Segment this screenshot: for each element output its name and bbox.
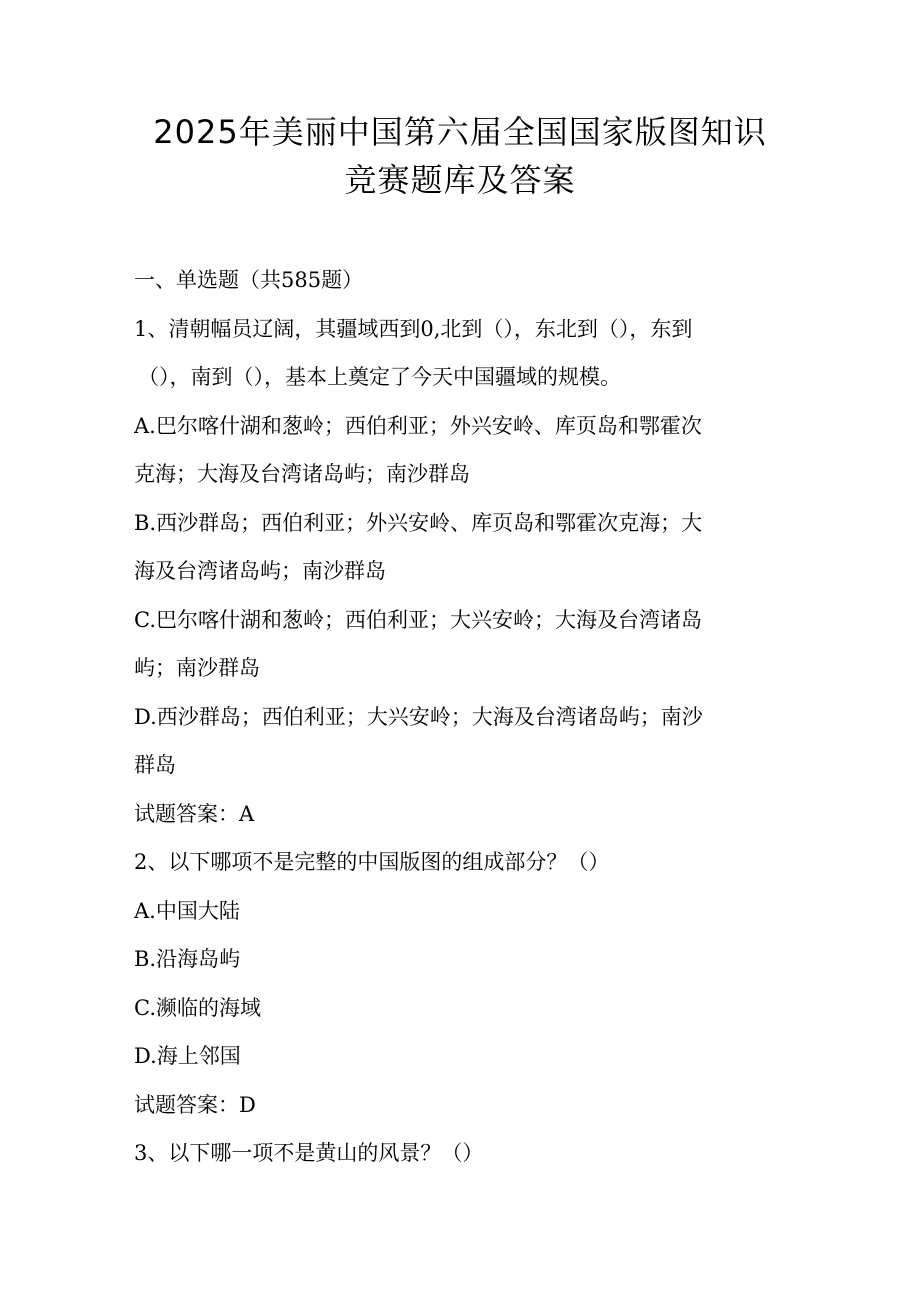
question-1-option-d-line-1: D.西沙群岛；西伯利亚；大兴安岭；大海及台湾诸岛屿；南沙 <box>134 704 703 729</box>
question-1-option-b-line-2: 海及台湾诸岛屿；南沙群岛 <box>134 559 386 583</box>
question-2-option-d: D.海上邻国 <box>134 1044 241 1068</box>
question-bank-content <box>134 256 774 1178</box>
document-title-line-2: 竞赛题库及答案 <box>344 161 576 199</box>
question-1-option-a-line-2: 克海；大海及台湾诸岛屿；南沙群岛 <box>134 462 470 486</box>
document-title-line-1: 2025年美丽中国第六届全国国家版图知识 <box>153 113 767 151</box>
question-1-option-b-line-1: B.西沙群岛；西伯利亚；外兴安岭、库页岛和鄂霍次克海；大 <box>134 510 703 535</box>
question-2-answer: 试题答案：D <box>134 1092 256 1117</box>
question-1-answer: 试题答案：A <box>134 801 255 826</box>
question-2-option-b: B.沿海岛屿 <box>134 947 241 971</box>
question-1-stem-line-2: （），南到（），基本上奠定了今天中国疆域的规模。 <box>138 365 621 389</box>
question-3-stem: 3、以下哪一项不是黄山的风景？（） <box>134 1141 484 1165</box>
question-1-stem-line-1: 1、清朝幅员辽阔，其疆域西到0,北到（），东北到（），东到 <box>134 316 693 341</box>
question-2-stem: 2、以下哪项不是完整的中国版图的组成部分？（） <box>134 850 610 874</box>
question-2-option-c: C.濒临的海域 <box>134 995 261 1020</box>
question-1-option-c-line-1: C.巴尔喀什湖和葱岭；西伯利亚；大兴安岭；大海及台湾诸岛 <box>134 607 702 632</box>
question-2-option-a: A.中国大陆 <box>134 898 240 923</box>
question-1-option-d-line-2: 群岛 <box>134 753 176 777</box>
question-1-option-a-line-1: A.巴尔喀什湖和葱岭；西伯利亚；外兴安岭、库页岛和鄂霍次 <box>134 413 702 438</box>
question-1-option-c-line-2: 屿；南沙群岛 <box>134 656 260 680</box>
section-heading: 一、单选题（共585题） <box>134 268 364 292</box>
